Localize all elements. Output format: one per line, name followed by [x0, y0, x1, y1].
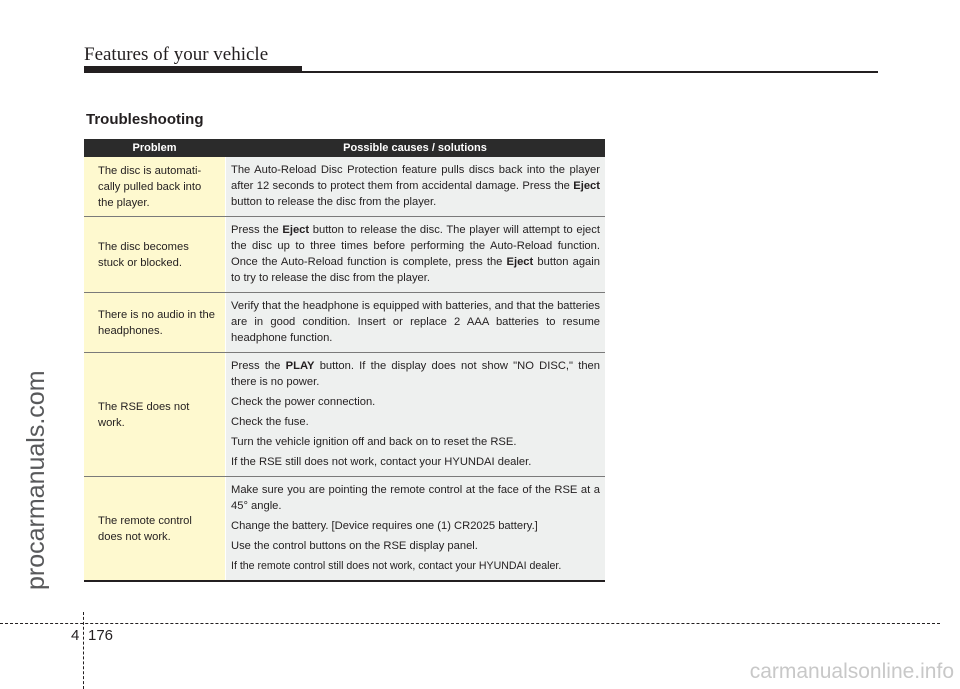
problem-text: The remote control does not work. — [98, 514, 192, 543]
problem-text: The disc becomes stuck or blocked. — [98, 240, 189, 269]
header-rule — [84, 71, 878, 73]
problem-text: The RSE does not work. — [98, 400, 190, 429]
cause-paragraph — [231, 558, 600, 574]
cause-keyword: Eject — [573, 180, 600, 192]
cause-paragraph — [231, 454, 600, 470]
table-row — [84, 293, 605, 353]
problem-cell — [84, 353, 225, 476]
cause-paragraph — [231, 482, 600, 514]
cause-text: Change the battery. [Device requires one (1) CR2025 battery.] — [231, 520, 538, 532]
cause-text: The Auto-Reload Disc Protection feature pulls discs back into the player after 12 seconds to protect them from accidental damage. Press the — [231, 164, 600, 192]
table-header — [84, 139, 605, 157]
cause-text: Check the power connection. — [231, 396, 376, 408]
chapter-number: 4 — [71, 627, 80, 644]
problem-text: There is no audio in the headphones. — [98, 308, 215, 337]
table-row — [84, 353, 605, 477]
problem-text: The disc is automati-cally pulled back into the player. — [98, 164, 202, 209]
column-header-problem: Problem — [132, 142, 177, 154]
cause-paragraph — [231, 538, 600, 554]
problem-cell — [84, 217, 225, 292]
cause-text: Verify that the headphone is equipped with batteries, and that the batteries are in good condition. Insert or replace 2 AAA batteries to resume headphone function. — [231, 300, 600, 344]
footer-rule — [0, 623, 940, 624]
cause-text: Use the control buttons on the RSE display panel. — [231, 540, 478, 552]
table-row — [84, 217, 605, 293]
problem-cell — [84, 293, 225, 352]
cause-paragraph — [231, 394, 600, 410]
cause-keyword: PLAY — [285, 360, 315, 372]
problem-cell — [84, 477, 225, 580]
cause-text: button again to try to release the disc from the player. — [231, 256, 600, 284]
column-header-causes: Possible causes / solutions — [343, 142, 487, 154]
header-title: Features of your vehicle — [84, 44, 269, 65]
cause-keyword: Eject — [282, 224, 310, 236]
problem-cell — [84, 157, 225, 216]
cause-text: Press the — [231, 360, 286, 372]
page-number: 176 — [88, 627, 114, 644]
causes-cell — [225, 477, 605, 580]
watermark-procarmanuals: procarmanuals.com — [22, 370, 50, 590]
cause-paragraph — [231, 518, 600, 534]
cause-paragraph — [231, 358, 600, 390]
cause-paragraph — [231, 162, 600, 210]
footer-divider — [83, 612, 84, 689]
watermark-carmanualsonline: carmanualsonline.info — [749, 660, 954, 683]
cause-paragraph — [231, 298, 600, 346]
troubleshooting-table — [84, 139, 605, 582]
table-row — [84, 157, 605, 217]
cause-paragraph — [231, 222, 600, 286]
table-row — [84, 477, 605, 582]
cause-paragraph — [231, 414, 600, 430]
cause-text: If the remote control still does not work, contact your HYUNDAI dealer. — [231, 560, 562, 572]
causes-cell — [225, 293, 605, 352]
cause-text: button to release the disc from the player. — [231, 196, 437, 208]
section-heading: Troubleshooting — [86, 111, 204, 128]
cause-text: button. If the display does not show "NO DISC," then there is no power. — [231, 360, 601, 388]
cause-keyword: Eject — [506, 256, 534, 268]
causes-cell — [225, 157, 605, 216]
cause-text: Check the fuse. — [231, 416, 309, 428]
cause-text: If the RSE still does not work, contact your HYUNDAI dealer. — [231, 456, 532, 468]
causes-cell — [225, 353, 605, 476]
cause-text: Press the — [231, 224, 283, 236]
cause-text: Make sure you are pointing the remote control at the face of the RSE at a 45° angle. — [231, 484, 600, 512]
cause-paragraph — [231, 434, 600, 450]
cause-text: button to release the disc. The player will attempt to eject the disc up to three times before performing the Auto-Reload function. Once the Auto-Reload function is complete, press the — [231, 224, 600, 268]
cause-text: Turn the vehicle ignition off and back on to reset the RSE. — [231, 436, 517, 448]
causes-cell — [225, 217, 605, 292]
